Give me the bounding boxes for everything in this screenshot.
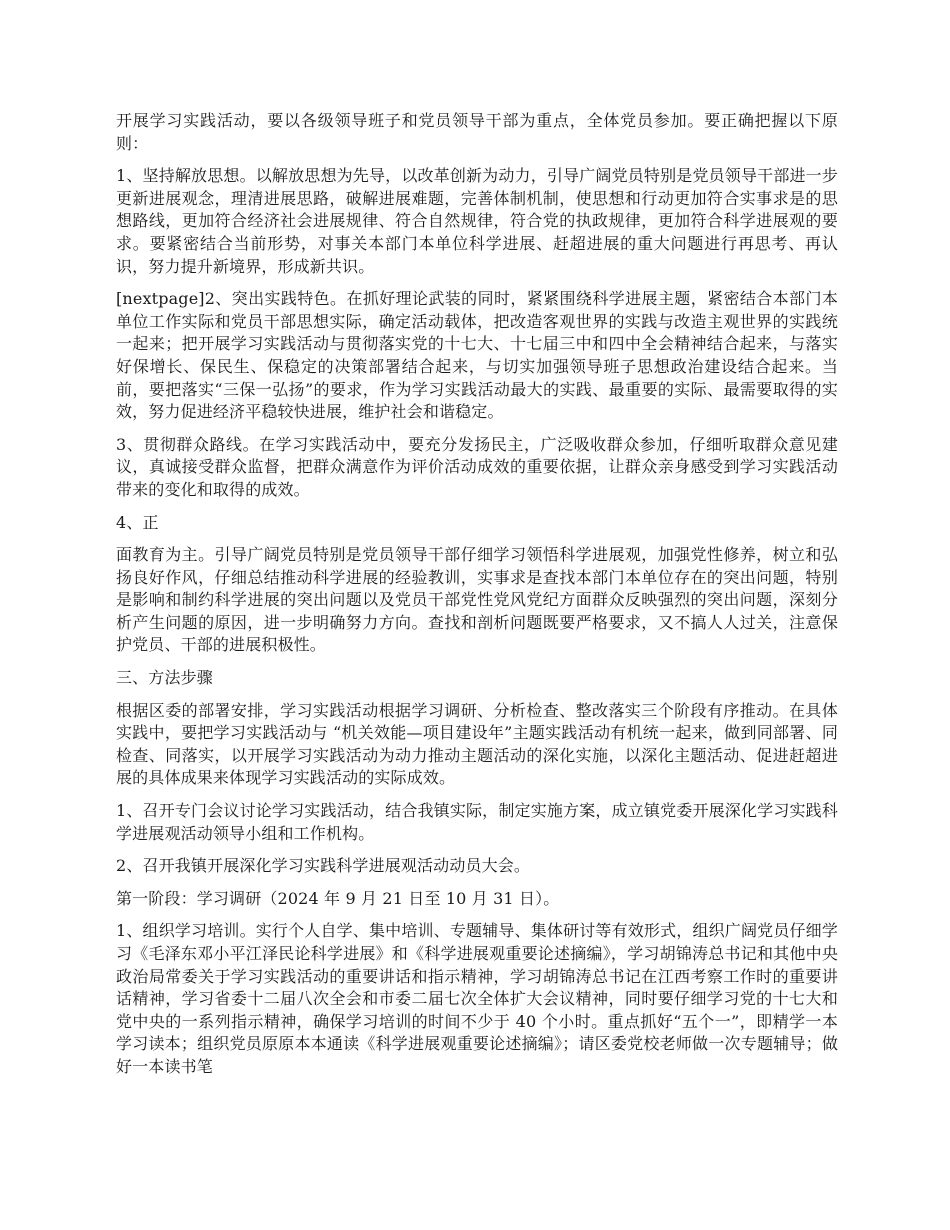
section-heading-method-steps: 三、方法步骤 [116,668,213,688]
paragraph-principle-2: [nextpage]2、突出实践特色。在抓好理论武装的同时，紧紧围绕科学进展主题，紧密结合本部门本单位工作实际和党员干部思想实际，确定活动载体，把改造客观世界的实践与改造主观世界的实践统一起来；把开展学习实践活动与贯彻落实党的十七大、十七届三中和四中全会精神结合起来，与落实好保增长、保民生、保稳定的决策部署结合起来，与切实加强领导班子思想政治建设结合起来。当前，要把落实“三保一弘扬”的要求，作为学习实践活动最大的实践、最重要的实际、最需要取得的实效，努力促进经济平稳较快进展，维护社会和谐稳定。 [116,289,838,422]
paragraph-step-2: 2、召开我镇开展深化学习实践科学进展观活动动员大会。 [116,856,531,876]
document-body [116,110,838,1089]
paragraph-principles-intro: 开展学习实践活动，要以各级领导班子和党员领导干部为重点，全体党员参加。要正确把握以下原则： [116,111,838,153]
paragraph-principle-1: 1、坚持解放思想。以解放思想为先导，以改革创新为动力，引导广阔党员特别是党员领导干部进一步更新进展观念，理清进展思路，破解进展难题，完善体制机制，使思想和行动更加符合实事求是的思想路线，更加符合经济社会进展规律、符合自然规律，符合党的执政规律，更加符合科学进展观的要求。要紧密结合当前形势，对事关本部门本单位科学进展、赶超进展的重大问题进行再思考、再认识，努力提升新境界，形成新共识。 [116,166,838,276]
paragraph-principle-4-start: 4、正 [116,512,159,532]
paragraph-principle-3: 3、贯彻群众路线。在学习实践活动中，要充分发扬民主，广泛吸收群众参加，仔细听取群众意见建议，真诚接受群众监督，把群众满意作为评价活动成效的重要依据，让群众亲身感受到学习实践活动带来的变化和取得的成效。 [116,434,838,499]
paragraph-principle-4-body: 面教育为主。引导广阔党员特别是党员领导干部仔细学习领悟科学进展观，加强党性修养，树立和弘扬良好作风，仔细总结推动科学进展的经验教训，实事求是查找本部门本单位存在的突出问题，特别是影响和制约科学进展的突出问题以及党员干部党性党风党纪方面群众反映强烈的突出问题，深刻分析产生问题的原因，进一步明确努力方向。查找和剖析问题既要严格要求，又不搞人人过关，注意保护党员、干部的进展积极性。 [116,545,838,655]
phase-one-heading: 第一阶段：学习调研（2024 年 9 月 21 日至 10 月 31 日）。 [116,888,560,908]
paragraph-study-training: 1、组织学习培训。实行个人自学、集中培训、专题辅导、集体研讨等有效形式，组织广阔党员仔细学习《毛泽东邓小平江泽民论科学进展》和《科学进展观重要论述摘编》，学习胡锦涛总书记和其他中央政治局常委关于学习实践活动的重要讲话和指示精神，学习胡锦涛总书记在江西考察工作时的重要讲话精神，学习省委十二届八次全会和市委二届七次全体扩大会议精神，同时要仔细学习党的十七大和党中央的一系列指示精神，确保学习培训的时间不少于 40 个小时。重点抓好“五个一”，即精学一本学习读本；组织党员原原本本通读《科学进展观重要论述摘编》；请区委党校老师做一次专题辅导；做好一本读书笔 [116,921,838,1076]
paragraph-step-1: 1、召开专门会议讨论学习实践活动，结合我镇实际，制定实施方案，成立镇党委开展深化学习实践科学进展观活动领导小组和工作机构。 [116,801,838,843]
paragraph-method-intro: 根据区委的部署安排，学习实践活动根据学习调研、分析检查、整改落实三个阶段有序推动。在具体实践中，要把学习实践活动与 “机关效能—项目建设年”主题实践活动有机统一起来，做到同部署、同检查、同落实，以开展学习实践活动为动力推动主题活动的深化实施，以深化主题活动、促进赶超进展的具体成果来体现学习实践活动的实际成效。 [116,700,838,788]
